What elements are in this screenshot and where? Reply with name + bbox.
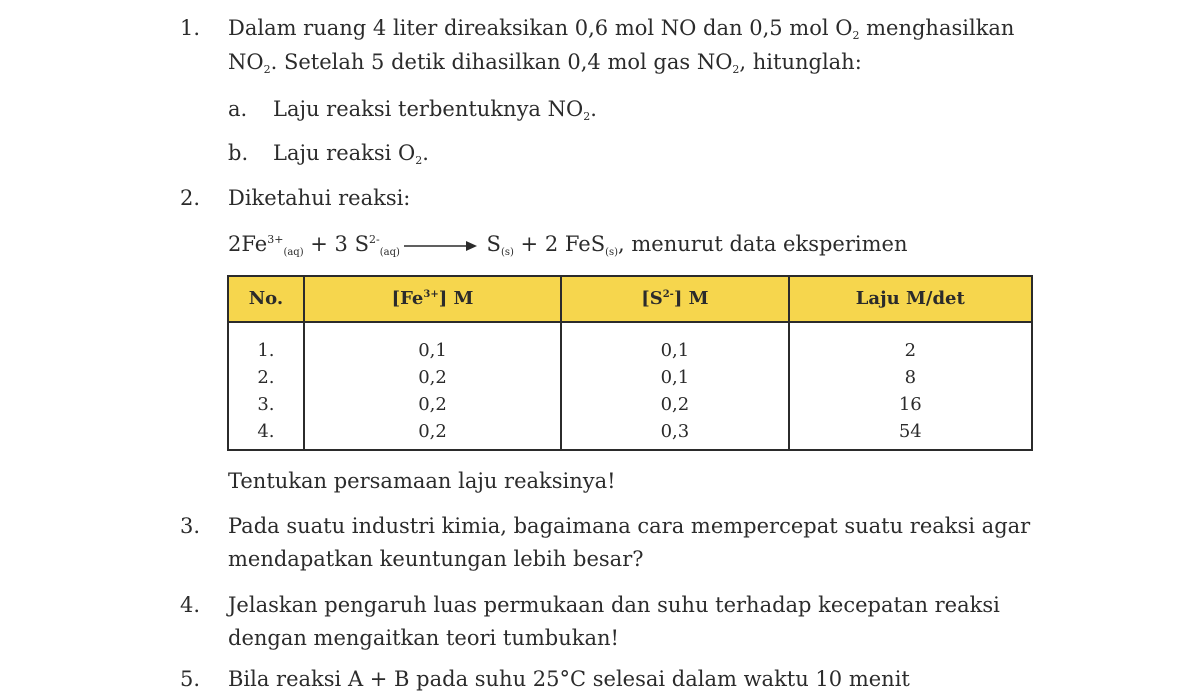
header-s-b: ] M bbox=[673, 288, 709, 309]
question-3-line-2: mendapatkan keuntungan lebih besar? bbox=[228, 547, 644, 571]
eq-product-fes-state: (s) bbox=[605, 247, 619, 258]
experiment-table bbox=[227, 275, 1033, 451]
header-s-concentration bbox=[561, 276, 788, 322]
question-1-line-1 bbox=[228, 12, 1040, 44]
q1-text-c: . Setelah 5 detik dihasilkan 0,4 mol gas NO bbox=[270, 50, 733, 74]
header-no: No. bbox=[228, 276, 304, 322]
q1-sub-o2: 2 bbox=[852, 29, 860, 42]
header-s-sup: 2- bbox=[662, 289, 674, 300]
cell-s: 0,1 bbox=[561, 322, 788, 364]
question-3-number: 3. bbox=[180, 514, 201, 538]
question-5-partial: Bila reaksi A + B pada suhu 25°C selesai dalam waktu 10 menit bbox=[228, 667, 910, 691]
header-s-a: [S bbox=[641, 288, 663, 309]
q1-text-a: Dalam ruang 4 liter direaksikan 0,6 mol NO dan 0,5 mol O bbox=[228, 16, 853, 40]
q1-a-end: . bbox=[590, 97, 597, 121]
question-1-line-2 bbox=[228, 46, 1040, 78]
header-rate: Laju M/det bbox=[789, 276, 1032, 322]
header-fe-sup: 3+ bbox=[423, 289, 439, 300]
header-fe-b: ] M bbox=[438, 288, 474, 309]
question-1-number: 1. bbox=[180, 16, 201, 40]
q1-part-b-letter: b. bbox=[228, 141, 249, 165]
cell-fe: 0,1 bbox=[304, 322, 561, 364]
eq-fe-charge: 3+ bbox=[267, 233, 284, 246]
question-2-number: 2. bbox=[180, 186, 201, 210]
question-2-conclusion: Tentukan persamaan laju reaksinya! bbox=[228, 469, 616, 493]
eq-fe-state: (aq) bbox=[283, 247, 304, 258]
q1-b-end: . bbox=[422, 141, 429, 165]
q1-a-sub: 2 bbox=[583, 110, 591, 123]
cell-fe: 0,2 bbox=[304, 418, 561, 450]
cell-no: 2. bbox=[228, 364, 304, 391]
q1-part-a-text bbox=[273, 93, 1033, 125]
question-2-intro: Diketahui reaksi: bbox=[228, 186, 411, 210]
cell-no: 3. bbox=[228, 391, 304, 418]
cell-no: 1. bbox=[228, 322, 304, 364]
q1-a-text: Laju reaksi terbentuknya NO bbox=[273, 97, 584, 121]
q1-sub-no2-b: 2 bbox=[732, 63, 740, 76]
q1-part-a-letter: a. bbox=[228, 97, 248, 121]
eq-tail: , menurut data eksperimen bbox=[618, 232, 908, 256]
reaction-equation bbox=[228, 228, 1040, 260]
cell-fe: 0,2 bbox=[304, 364, 561, 391]
question-4-line-1: Jelaskan pengaruh luas permukaan dan suhu terhadap kecepatan reaksi bbox=[228, 593, 1000, 617]
cell-no: 4. bbox=[228, 418, 304, 450]
eq-s-state: (aq) bbox=[379, 247, 400, 258]
q1-part-b-text bbox=[273, 137, 1033, 169]
q1-no2-a: NO bbox=[228, 50, 264, 74]
reaction-arrow-icon bbox=[402, 239, 478, 253]
cell-fe: 0,2 bbox=[304, 391, 561, 418]
table-row bbox=[228, 418, 1032, 450]
q1-b-sub: 2 bbox=[415, 154, 423, 167]
question-5-number: 5. bbox=[180, 667, 201, 691]
table-row bbox=[228, 364, 1032, 391]
cell-rate: 16 bbox=[789, 391, 1032, 418]
experiment-table-wrap bbox=[227, 275, 1033, 451]
cell-rate: 54 bbox=[789, 418, 1032, 450]
question-4-number: 4. bbox=[180, 593, 201, 617]
q1-b-text: Laju reaksi O bbox=[273, 141, 416, 165]
q1-text-b: menghasilkan bbox=[859, 16, 1015, 40]
cell-s: 0,2 bbox=[561, 391, 788, 418]
table-header-row bbox=[228, 276, 1032, 322]
header-fe-a: [Fe bbox=[391, 288, 424, 309]
header-fe-concentration bbox=[304, 276, 561, 322]
q1-text-d: , hitunglah: bbox=[739, 50, 862, 74]
question-4-line-2: dengan mengaitkan teori tumbukan! bbox=[228, 626, 619, 650]
eq-product-s-state: (s) bbox=[500, 247, 514, 258]
eq-fe: 2Fe bbox=[228, 232, 268, 256]
cell-rate: 8 bbox=[789, 364, 1032, 391]
eq-s-charge: 2- bbox=[368, 233, 380, 246]
cell-rate: 2 bbox=[789, 322, 1032, 364]
question-3-line-1: Pada suatu industri kimia, bagaimana cara mempercepat suatu reaksi agar bbox=[228, 514, 1031, 538]
table-row bbox=[228, 391, 1032, 418]
cell-s: 0,3 bbox=[561, 418, 788, 450]
cell-s: 0,1 bbox=[561, 364, 788, 391]
eq-product-s: S bbox=[479, 232, 501, 256]
eq-product-fes: + 2 FeS bbox=[513, 232, 606, 256]
q1-sub-no2-a: 2 bbox=[263, 63, 271, 76]
table-row bbox=[228, 322, 1032, 364]
eq-s: + 3 S bbox=[303, 232, 369, 256]
